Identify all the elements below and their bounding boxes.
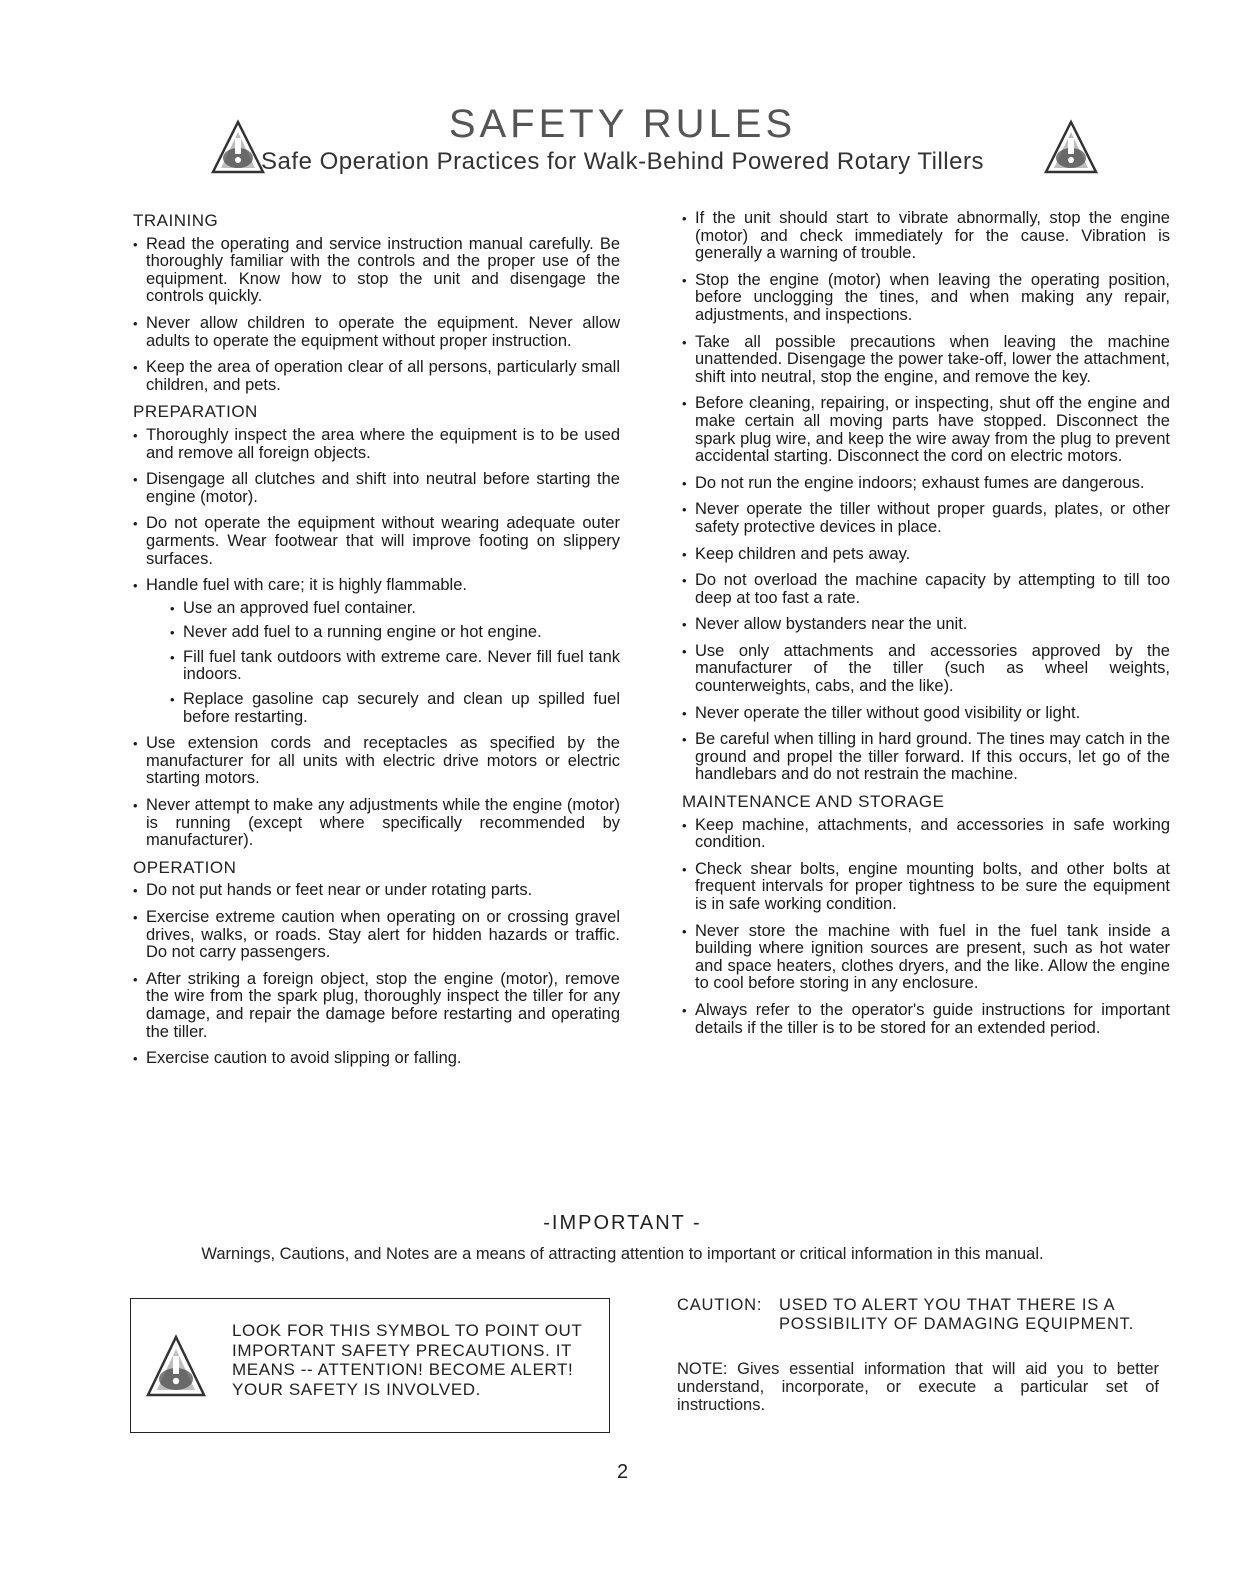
note-paragraph: [677, 1360, 1159, 1414]
list-item: • Do not put hands or feet near or under rotating parts.: [133, 882, 620, 900]
maintenance-list: [682, 817, 1170, 1038]
section-heading-maintenance: MAINTENANCE AND STORAGE: [682, 792, 945, 812]
right-column: [682, 210, 1170, 1046]
safety-symbol-box: [130, 1298, 610, 1433]
list-item: • Never store the machine with fuel in the fuel tank inside a building where ignition sources are present, such as hot water and space heaters, clothes dryers, and the like. Allow the engine to cool before storing in any enclosure.: [682, 923, 1170, 993]
list-item: • Take all possible precautions when leaving the machine unattended. Disengage the power take-off, lower the attachment, shift into neutral, stop the engine, and remove the key.: [682, 334, 1170, 387]
important-heading: -IMPORTANT -: [543, 1212, 702, 1234]
fuel-sublist: [170, 600, 620, 727]
sub-list-item: • Never add fuel to a running engine or hot engine.: [170, 624, 620, 642]
list-item: • Use only attachments and accessories approved by the manufacturer of the tiller (such as wheel weights, counterweights, cabs, and the like).: [682, 643, 1170, 696]
list-item: • Before cleaning, repairing, or inspecting, shut off the engine and make certain all moving parts have stopped. Disconnect the spark plug wire, and keep the wire away from the plug to prevent accidental starting. Disconnect the cord on electric motors.: [682, 395, 1170, 465]
operation-list: [133, 882, 620, 1067]
training-list: [133, 236, 620, 395]
list-item: • Be careful when tilling in hard ground. The tines may catch in the ground and propel the tiller forward. If this occurs, let go of the handlebars and do not restrain the machine.: [682, 731, 1170, 784]
list-item: • Exercise caution to avoid slipping or falling.: [133, 1050, 620, 1068]
list-item: • Never allow bystanders near the unit.: [682, 616, 1170, 634]
sub-list-item: • Fill fuel tank outdoors with extreme care. Never fill fuel tank indoors.: [170, 649, 620, 684]
caution-label: CAUTION:: [677, 1296, 763, 1314]
list-item: • Do not overload the machine capacity by attempting to till too deep at too fast a rate.: [682, 572, 1170, 607]
list-item: • Keep machine, attachments, and accessories in safe working condition.: [682, 817, 1170, 852]
sub-list-item: • Use an approved fuel container.: [170, 600, 620, 618]
preparation-list: [133, 427, 620, 850]
safety-symbol-text: LOOK FOR THIS SYMBOL TO POINT OUT IMPORTANT SAFETY PRECAUTIONS. IT MEANS -- ATTENTION! BECOME ALERT! YOUR SAFETY IS INVOLVED.: [232, 1321, 583, 1399]
important-text: Warnings, Cautions, and Notes are a means of attracting attention to important or critical information in this manual.: [201, 1245, 1044, 1263]
notes-block: [677, 1296, 1159, 1414]
section-heading-training: TRAINING: [133, 211, 219, 230]
caution-row: [677, 1296, 1159, 1334]
list-item: • Check shear bolts, engine mounting bolts, and other bolts at frequent intervals for proper tightness to be sure the equipment is in safe working condition.: [682, 861, 1170, 914]
list-item: [133, 577, 620, 726]
list-item: • Keep the area of operation clear of all persons, particularly small children, and pets.: [133, 359, 620, 394]
list-item: • After striking a foreign object, stop the engine (motor), remove the wire from the spark plug, thoroughly inspect the tiller for any damage, and repair the damage before restarting and operating the tiller.: [133, 971, 620, 1041]
list-item: • Always refer to the operator's guide instructions for important details if the tiller is to be stored for an extended period.: [682, 1002, 1170, 1037]
note-label: NOTE:: [677, 1360, 728, 1378]
list-item: • Keep children and pets away.: [682, 546, 1170, 564]
safety-alert-icon: [145, 1333, 207, 1403]
list-item: • Use extension cords and receptacles as specified by the manufacturer for all units with electric drive motors or electric starting motors.: [133, 735, 620, 788]
list-item: • Do not operate the equipment without wearing adequate outer garments. Wear footwear that will improve footing on slippery surfaces.: [133, 515, 620, 568]
section-heading-operation: OPERATION: [133, 857, 237, 877]
caution-text: USED TO ALERT YOU THAT THERE IS A POSSIBILITY OF DAMAGING EQUIPMENT.: [779, 1296, 1135, 1333]
page-subtitle: Safe Operation Practices for Walk-Behind Powered Rotary Tillers: [261, 148, 984, 175]
list-item: • Never operate the tiller without proper guards, plates, or other safety protective devices in place.: [682, 501, 1170, 536]
list-item: • Never attempt to make any adjustments while the engine (motor) is running (except where specifically recommended by manufacturer).: [133, 797, 620, 850]
safety-alert-icon: [1043, 118, 1099, 180]
section-heading-preparation: PREPARATION: [133, 402, 258, 422]
note-text: Gives essential information that will aid you to better understand, incorporate, or execute a particular set of instructions.: [677, 1360, 1159, 1414]
list-item: • Thoroughly inspect the area where the equipment is to be used and remove all foreign objects.: [133, 427, 620, 462]
operation-continued-list: [682, 210, 1170, 784]
list-item: • Do not run the engine indoors; exhaust fumes are dangerous.: [682, 475, 1170, 493]
list-item: • Never operate the tiller without good visibility or light.: [682, 705, 1170, 723]
list-item: • Stop the engine (motor) when leaving the operating position, before unclogging the tines, and when making any repair, adjustments, and inspections.: [682, 272, 1170, 325]
list-item-text: Handle fuel with care; it is highly flammable.: [146, 576, 467, 595]
list-item: • Never allow children to operate the equipment. Never allow adults to operate the equipment without proper instruction.: [133, 315, 620, 350]
left-column: [133, 210, 620, 1077]
sub-list-item: • Replace gasoline cap securely and clean up spilled fuel before restarting.: [170, 691, 620, 726]
page-number: 2: [616, 1461, 629, 1483]
list-item: • Exercise extreme caution when operating on or crossing gravel drives, walks, or roads. Stay alert for hidden hazards or traffic. Do not carry passengers.: [133, 909, 620, 962]
page-title: SAFETY RULES: [448, 102, 797, 146]
list-item: • Disengage all clutches and shift into neutral before starting the engine (motor).: [133, 471, 620, 506]
list-item: • If the unit should start to vibrate abnormally, stop the engine (motor) and check immediately for the cause. Vibration is generally a warning of trouble.: [682, 210, 1170, 263]
list-item: • Read the operating and service instruction manual carefully. Be thoroughly familiar with the controls and the proper use of the equipment. Know how to stop the unit and disengage the controls quickly.: [133, 236, 620, 306]
